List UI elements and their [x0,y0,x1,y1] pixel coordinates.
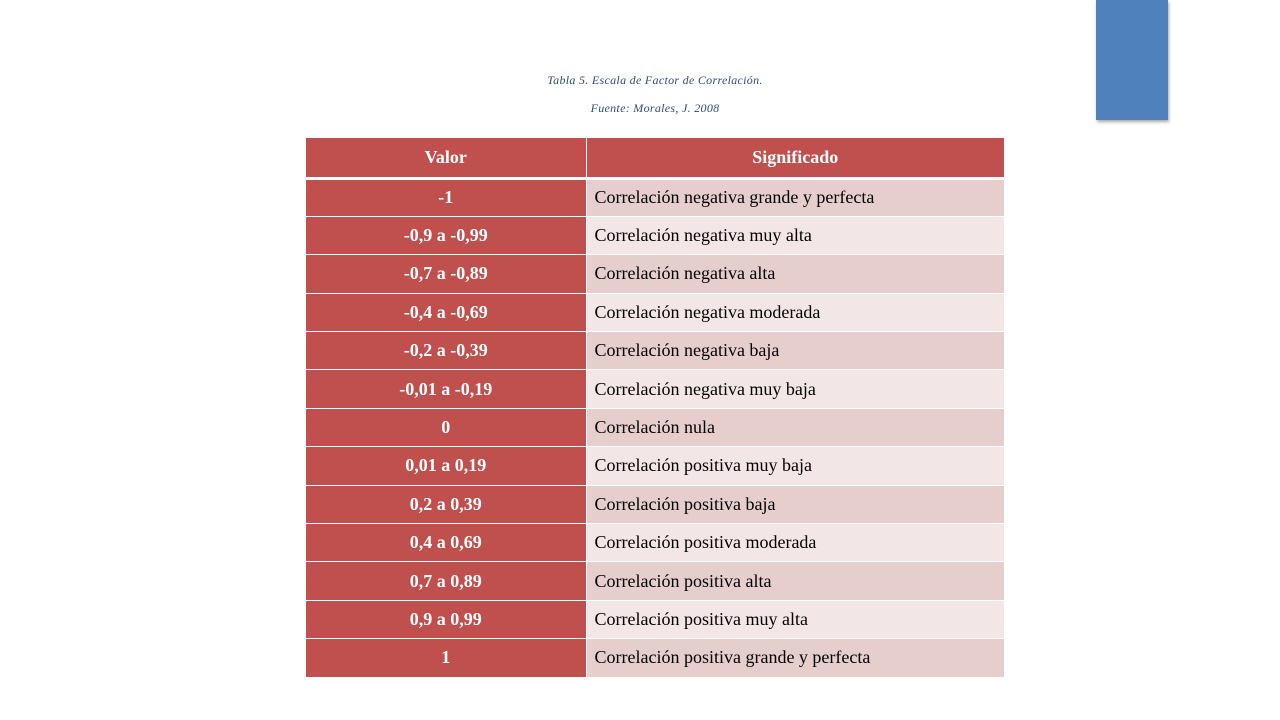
correlation-scale-table [306,138,1004,678]
meaning-cell: Correlación negativa muy baja [586,370,1004,408]
table-row [306,255,1004,293]
value-cell: 0,9 a 0,99 [306,600,586,638]
meaning-cell: Correlación negativa alta [586,255,1004,293]
table-row [306,408,1004,446]
meaning-cell: Correlación positiva baja [586,485,1004,523]
meaning-cell: Correlación negativa moderada [586,293,1004,331]
meaning-cell: Correlación negativa muy alta [586,216,1004,254]
meaning-cell: Correlación positiva moderada [586,524,1004,562]
value-cell: -0,9 a -0,99 [306,216,586,254]
meaning-cell: Correlación positiva alta [586,562,1004,600]
table-row [306,447,1004,485]
table-row [306,332,1004,370]
meaning-cell: Correlación negativa baja [586,332,1004,370]
value-cell: -1 [306,178,586,216]
table-row [306,178,1004,216]
table-row [306,485,1004,523]
value-cell: 0,4 a 0,69 [306,524,586,562]
table-caption: Tabla 5. Escala de Factor de Correlación. [547,73,763,87]
meaning-cell: Correlación positiva muy alta [586,600,1004,638]
value-cell: -0,7 a -0,89 [306,255,586,293]
table-row [306,370,1004,408]
meaning-cell: Correlación nula [586,408,1004,446]
header-significado: Significado [586,138,1004,178]
table-header-row [306,138,1004,178]
value-cell: 1 [306,639,586,677]
table-row [306,216,1004,254]
value-cell: 0 [306,408,586,446]
value-cell: 0,01 a 0,19 [306,447,586,485]
value-cell: -0,4 a -0,69 [306,293,586,331]
table-row [306,639,1004,677]
table-row [306,562,1004,600]
table-row [306,600,1004,638]
header-valor: Valor [306,138,586,178]
meaning-cell: Correlación positiva grande y perfecta [586,639,1004,677]
table-row [306,293,1004,331]
value-cell: -0,2 a -0,39 [306,332,586,370]
value-cell: -0,01 a -0,19 [306,370,586,408]
meaning-cell: Correlación positiva muy baja [586,447,1004,485]
value-cell: 0,7 a 0,89 [306,562,586,600]
value-cell: 0,2 a 0,39 [306,485,586,523]
meaning-cell: Correlación negativa grande y perfecta [586,178,1004,216]
table-source: Fuente: Morales, J. 2008 [590,101,720,115]
table-row [306,524,1004,562]
